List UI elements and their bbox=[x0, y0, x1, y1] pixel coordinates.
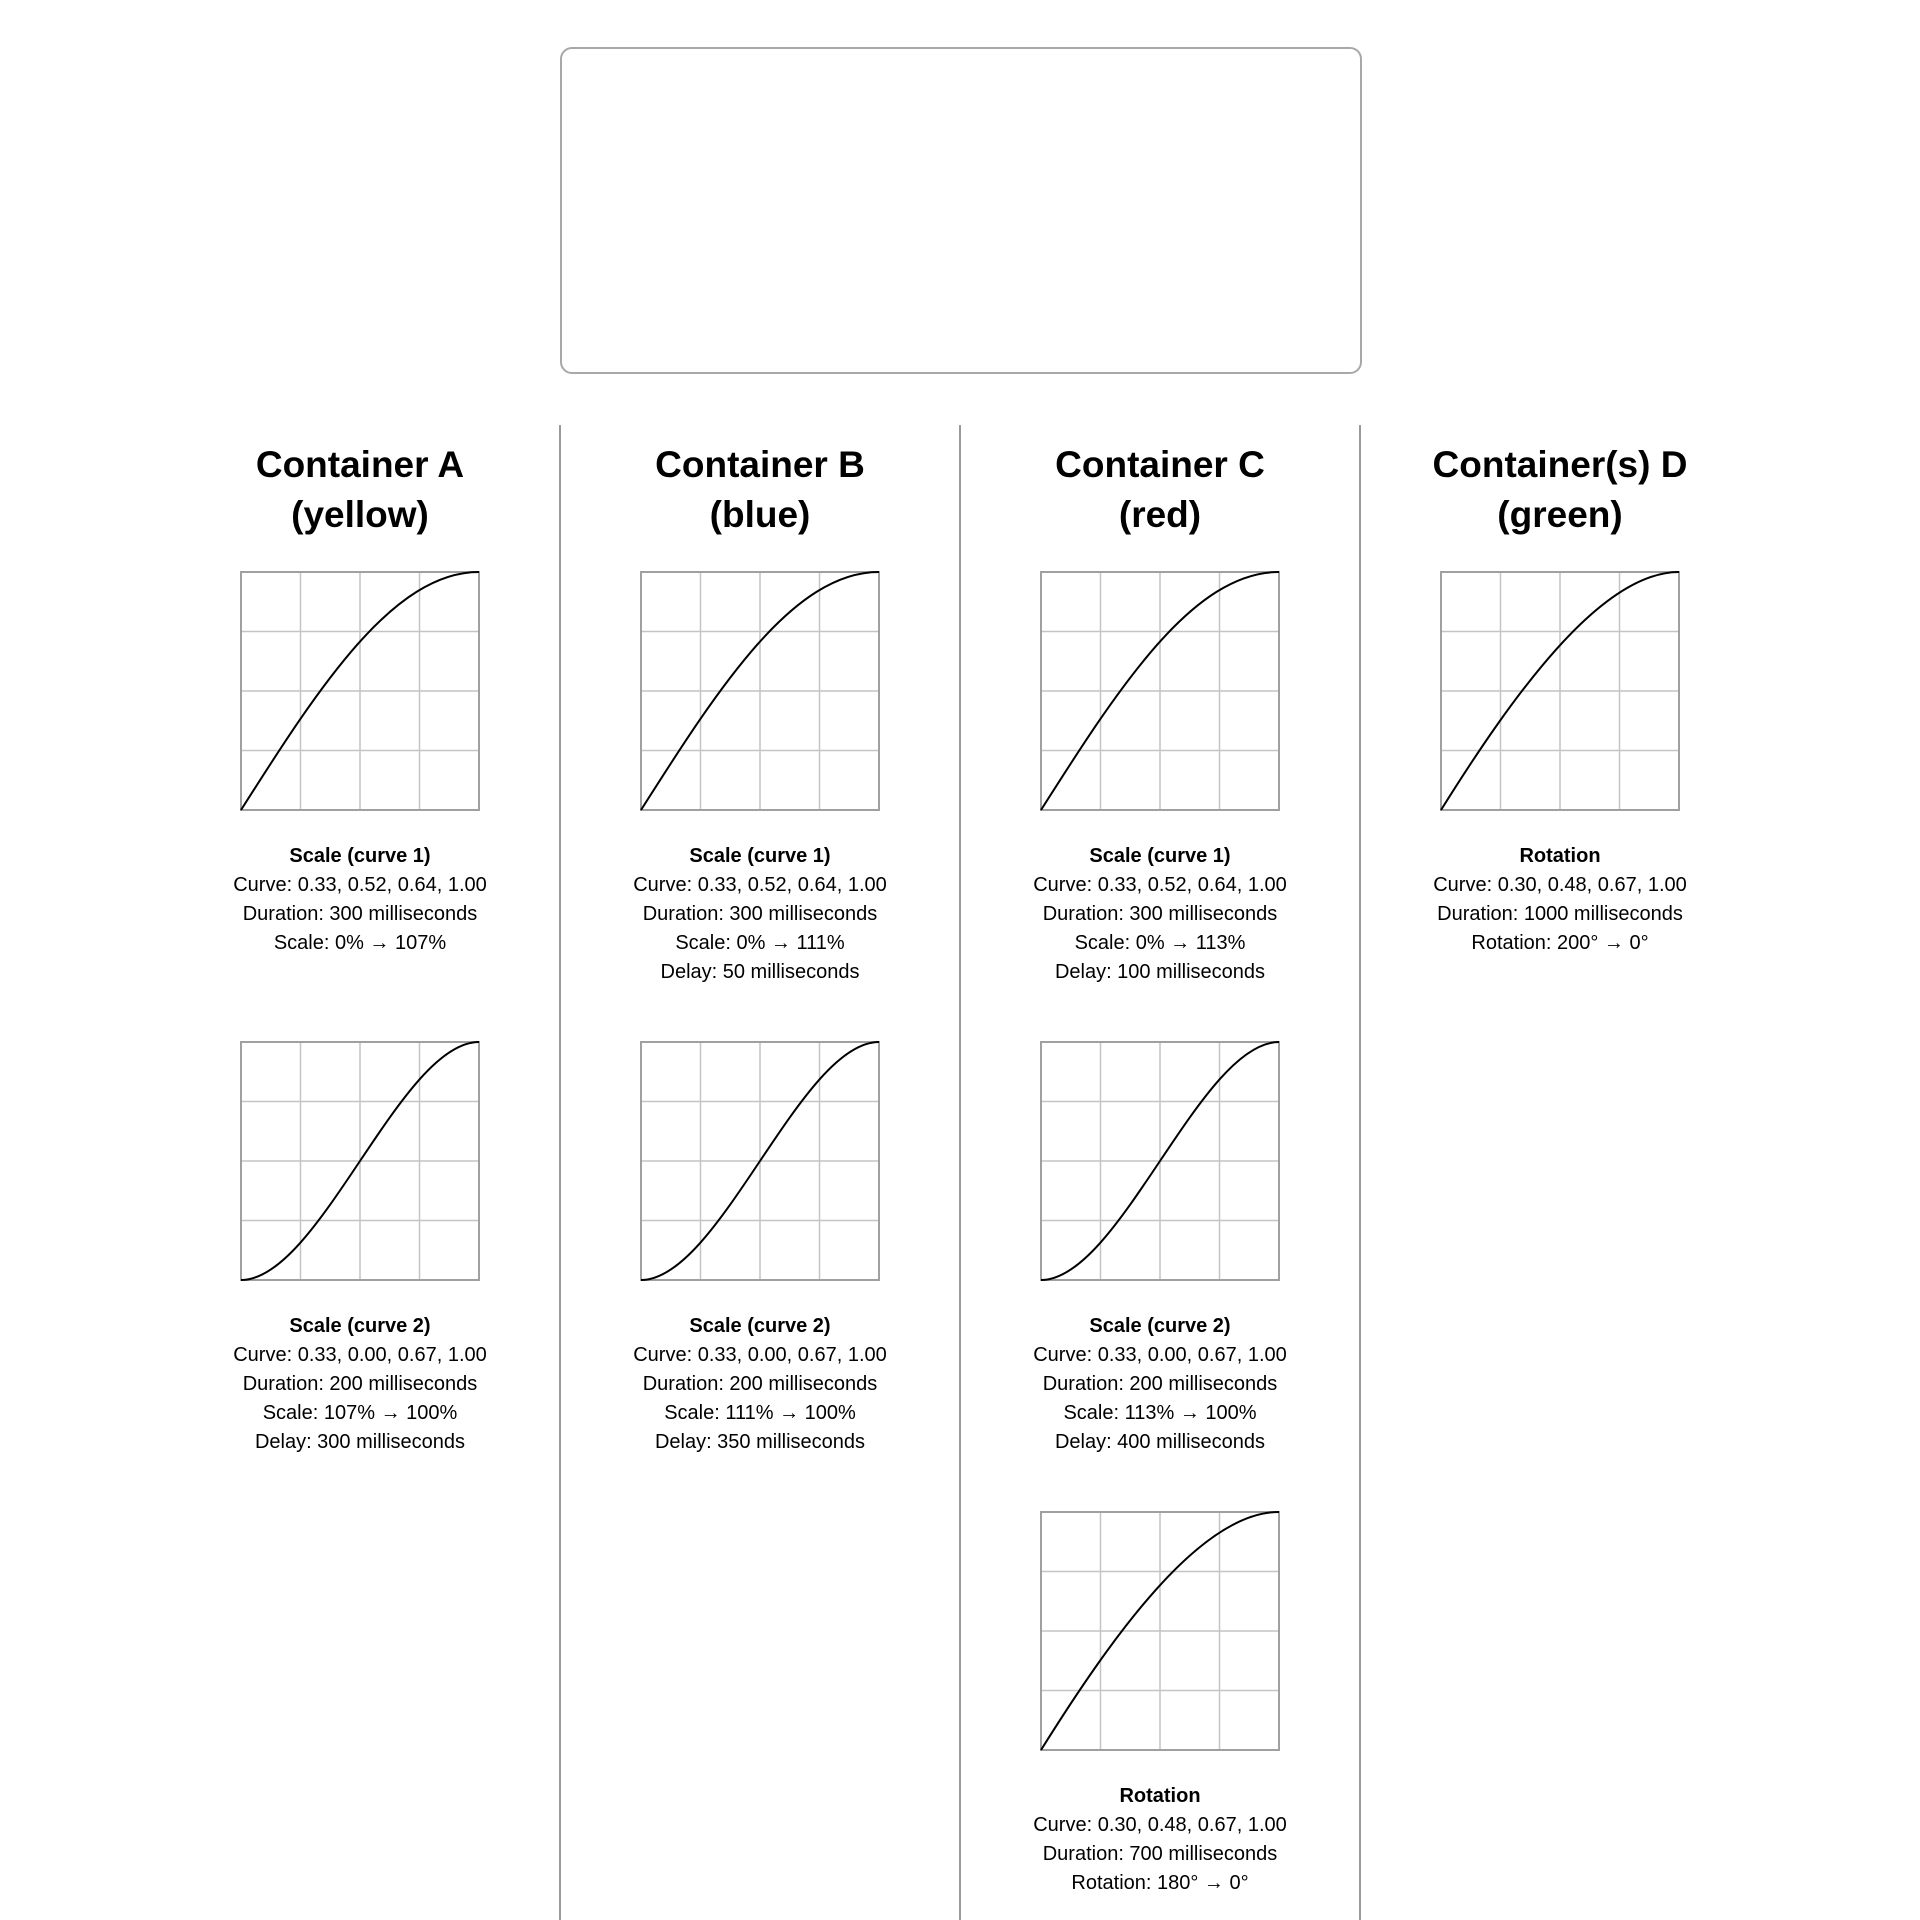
easing-title: Scale (curve 2) bbox=[1089, 1315, 1231, 1337]
easing-card bbox=[560, 1040, 960, 1457]
easing-spec-line: Scale: 111% → 100% bbox=[664, 1402, 856, 1424]
easing-spec bbox=[160, 842, 560, 958]
easing-curve-graph bbox=[639, 570, 881, 812]
easing-spec bbox=[960, 1782, 1360, 1898]
easing-spec-line: Duration: 1000 milliseconds bbox=[1437, 903, 1683, 925]
easing-card bbox=[1360, 570, 1760, 958]
easing-spec-line: Rotation: 180° → 0° bbox=[1071, 1872, 1249, 1894]
column-title bbox=[160, 440, 560, 540]
column bbox=[160, 440, 560, 1453]
easing-spec-line: Curve: 0.33, 0.52, 0.64, 1.00 bbox=[233, 874, 487, 896]
column-title-line: Container A bbox=[255, 444, 465, 485]
easing-spec-line: Duration: 300 milliseconds bbox=[242, 903, 478, 925]
easing-curve-graph bbox=[1039, 1040, 1281, 1282]
easing-card bbox=[960, 1510, 1360, 1898]
easing-card bbox=[160, 570, 560, 958]
column-title-line: (blue) bbox=[709, 494, 811, 535]
column-title-line: (green) bbox=[1497, 494, 1623, 535]
column-title-line: (red) bbox=[1118, 494, 1202, 535]
easing-curve-graph bbox=[1039, 570, 1281, 812]
easing-spec bbox=[560, 1312, 960, 1457]
easing-spec-line: Delay: 300 milliseconds bbox=[254, 1431, 466, 1453]
easing-title: Scale (curve 1) bbox=[289, 845, 431, 867]
easing-curve-graph bbox=[239, 570, 481, 812]
easing-title: Scale (curve 2) bbox=[689, 1315, 831, 1337]
easing-card bbox=[560, 570, 960, 987]
column-title-line: Container B bbox=[655, 444, 865, 485]
easing-curve-graph bbox=[639, 1040, 881, 1282]
easing-spec-line: Duration: 700 milliseconds bbox=[1042, 1843, 1278, 1865]
column-title-line: Container(s) D bbox=[1432, 444, 1688, 485]
easing-spec-line: Scale: 0% → 107% bbox=[273, 932, 447, 954]
column-title bbox=[1360, 440, 1760, 540]
column bbox=[1360, 440, 1760, 954]
easing-spec-line: Curve: 0.33, 0.52, 0.64, 1.00 bbox=[1033, 874, 1287, 896]
column-title bbox=[560, 440, 960, 540]
easing-spec-line: Delay: 50 milliseconds bbox=[660, 961, 860, 983]
easing-spec-line: Scale: 113% → 100% bbox=[1063, 1402, 1257, 1424]
easing-spec bbox=[960, 842, 1360, 987]
easing-curve-graph bbox=[239, 1040, 481, 1282]
easing-spec-line: Curve: 0.30, 0.48, 0.67, 1.00 bbox=[1433, 874, 1687, 896]
easing-spec-line: Delay: 350 milliseconds bbox=[654, 1431, 866, 1453]
easing-spec-line: Curve: 0.33, 0.52, 0.64, 1.00 bbox=[633, 874, 887, 896]
easing-title: Rotation bbox=[1519, 845, 1601, 867]
easing-title: Scale (curve 1) bbox=[689, 845, 831, 867]
column bbox=[560, 440, 960, 1453]
easing-spec-line: Duration: 200 milliseconds bbox=[642, 1373, 878, 1395]
easing-spec-line: Delay: 100 milliseconds bbox=[1054, 961, 1266, 983]
column-title-line: (yellow) bbox=[291, 494, 429, 535]
easing-curve-graph bbox=[1439, 570, 1681, 812]
column-title-line: Container C bbox=[1055, 444, 1265, 485]
easing-spec-line: Duration: 200 milliseconds bbox=[242, 1373, 478, 1395]
column-title bbox=[960, 440, 1360, 540]
easing-spec-line: Curve: 0.33, 0.00, 0.67, 1.00 bbox=[633, 1344, 887, 1366]
column bbox=[960, 440, 1360, 1894]
easing-spec-line: Scale: 107% → 100% bbox=[262, 1402, 458, 1424]
animation-preview-frame bbox=[560, 47, 1362, 374]
easing-spec-line: Duration: 200 milliseconds bbox=[1042, 1373, 1278, 1395]
easing-spec bbox=[560, 842, 960, 987]
easing-spec-line: Rotation: 200° → 0° bbox=[1471, 932, 1649, 954]
easing-spec bbox=[960, 1312, 1360, 1457]
easing-card bbox=[960, 1040, 1360, 1457]
easing-spec bbox=[1360, 842, 1760, 958]
easing-spec-line: Duration: 300 milliseconds bbox=[642, 903, 878, 925]
easing-title: Scale (curve 1) bbox=[1089, 845, 1231, 867]
easing-title: Scale (curve 2) bbox=[289, 1315, 431, 1337]
easing-spec-line: Duration: 300 milliseconds bbox=[1042, 903, 1278, 925]
easing-spec bbox=[160, 1312, 560, 1457]
easing-curve-graph bbox=[1039, 1510, 1281, 1752]
easing-spec-line: Scale: 0% → 111% bbox=[675, 932, 845, 954]
easing-spec-line: Scale: 0% → 113% bbox=[1074, 932, 1246, 954]
easing-card bbox=[960, 570, 1360, 987]
easing-spec-line: Delay: 400 milliseconds bbox=[1054, 1431, 1266, 1453]
easing-title: Rotation bbox=[1119, 1785, 1201, 1807]
easing-spec-line: Curve: 0.30, 0.48, 0.67, 1.00 bbox=[1033, 1814, 1287, 1836]
easing-spec-line: Curve: 0.33, 0.00, 0.67, 1.00 bbox=[233, 1344, 487, 1366]
easing-spec-line: Curve: 0.33, 0.00, 0.67, 1.00 bbox=[1033, 1344, 1287, 1366]
easing-card bbox=[160, 1040, 560, 1457]
